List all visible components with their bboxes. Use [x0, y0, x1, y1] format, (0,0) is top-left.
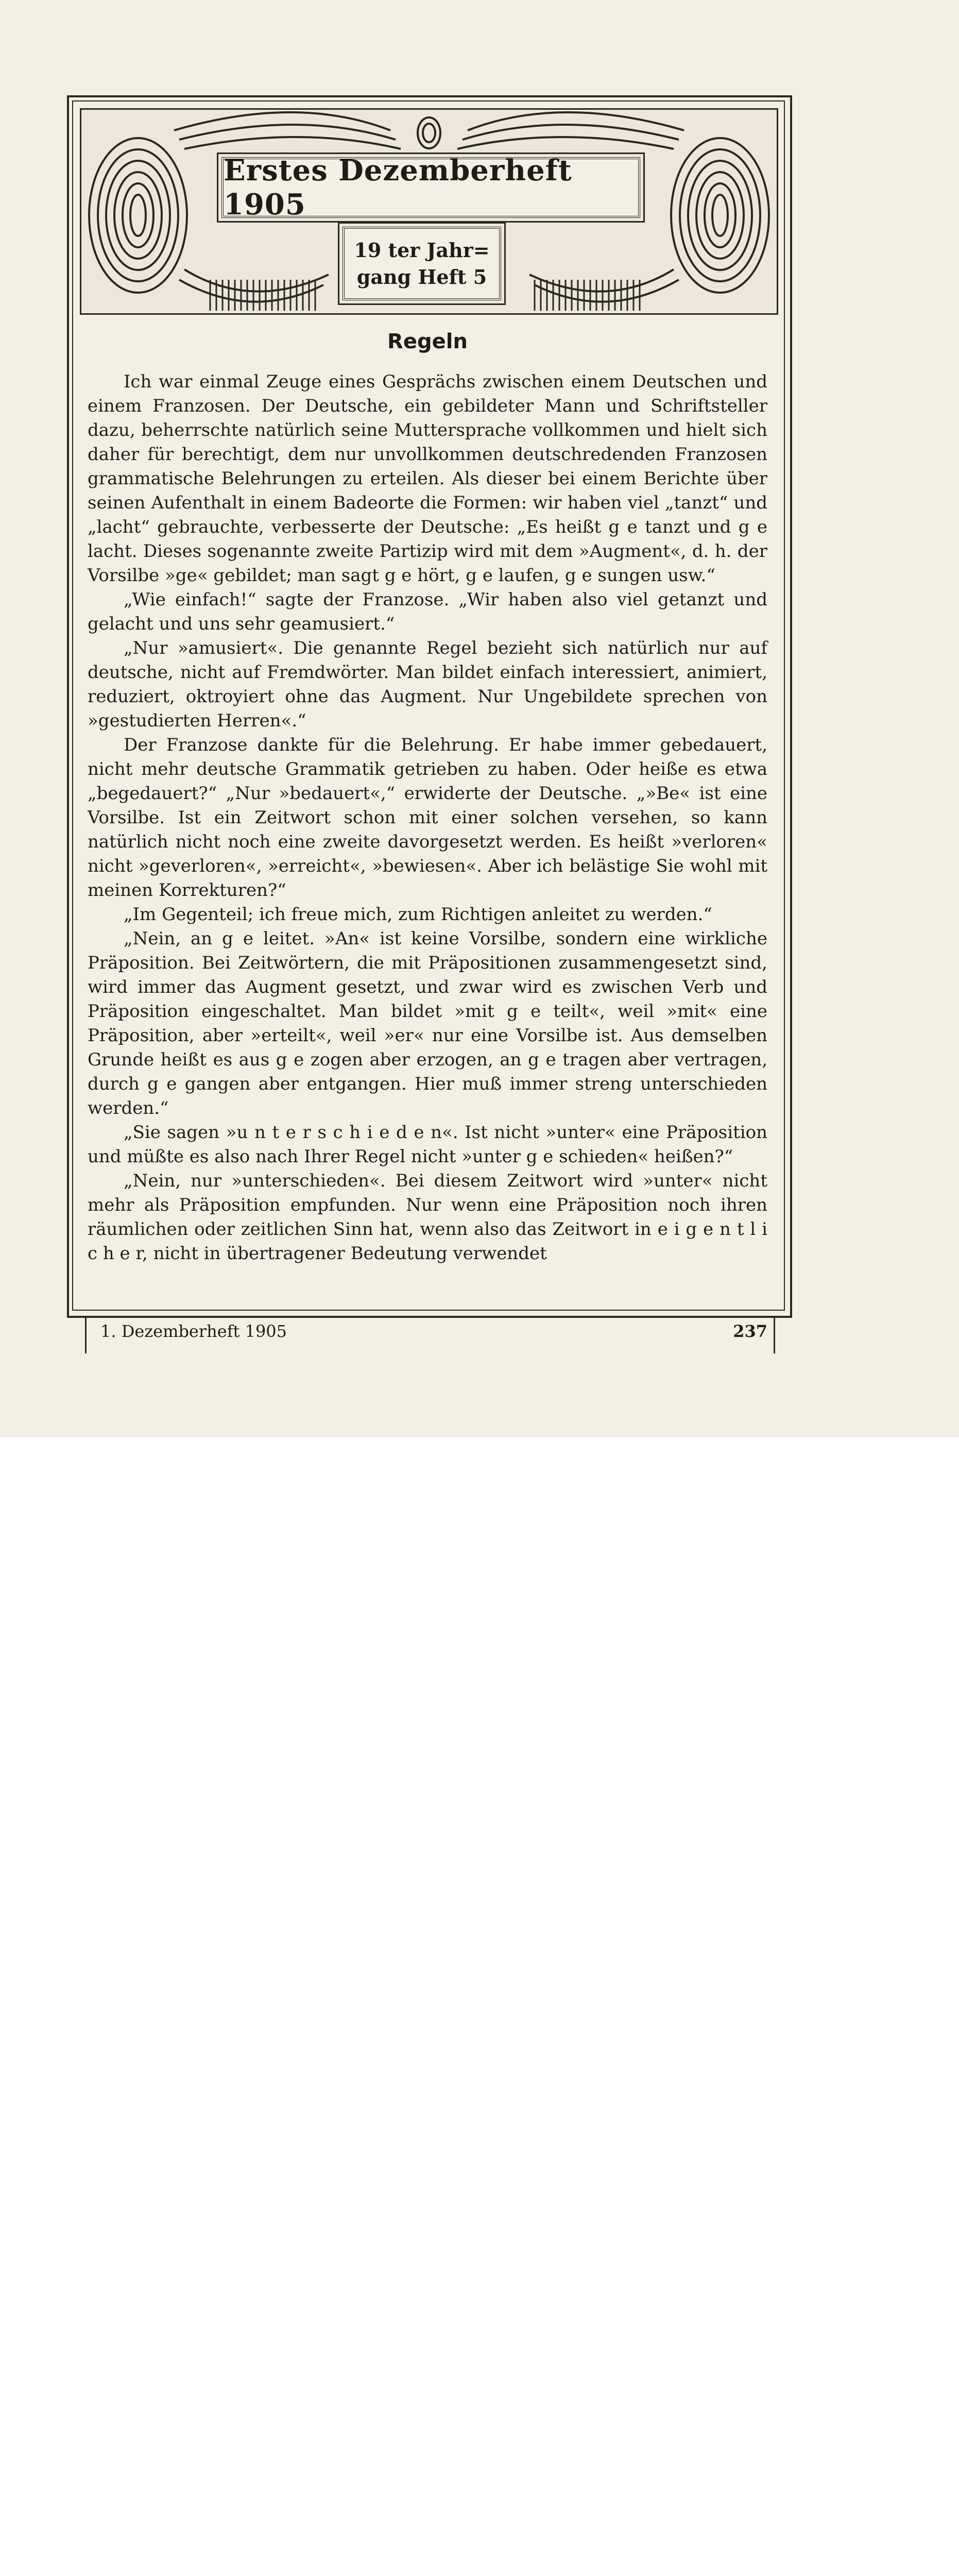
volume-line-1: 19 ter Jahr=	[354, 238, 490, 262]
issue-title: Erstes Dezemberheft 1905	[224, 154, 572, 222]
volume-issue-box	[342, 227, 501, 300]
paragraph: „Wie einfach!“ sagte der Franzose. „Wir haben also viel getanzt und gelacht und uns sehr geamusiert.“	[88, 589, 767, 634]
footer-left-rule	[85, 1316, 87, 1353]
paragraph: Der Franzose dankte für die Belehrung. Er habe immer gebedauert, nicht mehr deutsche Grammatik getrieben zu haben. Oder heiße es etwa „begedauert?“ „Nur »bedauert«,“ erwiderte der Deutsche. „»Be« ist eine Vorsilbe. Ist ein Zeitwort schon mit einer solchen versehen, so kann natürlich nicht noch eine zweite davorgesetzt werden. Es heißt »verloren« nicht »geverloren«, »erreicht«, »bewiesen«. Aber ich belästige Sie wohl mit meinen Korrekturen?“	[88, 735, 767, 901]
running-footer-issue: 1. Dezemberheft 1905	[100, 1321, 287, 1341]
paragraph: „Sie sagen »u n t e r s c h i e d e n«. Ist nicht »unter« eine Präposition und müßte es also nach Ihrer Regel nicht »unter g e schieden« heißen?“	[88, 1122, 767, 1167]
footer-rule	[85, 1316, 775, 1317]
footer-right-rule	[774, 1316, 775, 1353]
paragraph: „Nein, nur »unterschieden«. Bei diesem Zeitwort wird »unter« nicht mehr als Präposition empfunden. Nur wenn eine Präposition noch ihren räumlichen oder zeitlichen Sinn hat, wenn also das Zeitwort in e i g e n t l i c h e r, nicht in übertragener Bedeutung verwendet	[88, 1171, 767, 1264]
volume-line-2: gang Heft 5	[356, 265, 487, 289]
library-bar	[0, 1437, 959, 1511]
page-number: 237	[733, 1321, 767, 1341]
paragraph: „Nur »amusiert«. Die genannte Regel bezieht sich natürlich nur auf deutsche, nicht auf Fremdwörter. Man bildet einfach interessiert, animiert, reduziert, oktroyiert ohne das Augment. Nur Ungebildete sprechen von »gestudierten Herren«.“	[88, 638, 767, 731]
paragraph: Ich war einmal Zeuge eines Gesprächs zwischen einem Deutschen und einem Franzosen. Der Deutsche, ein gebildeter Mann und Schriftsteller dazu, beherrschte natürlich seine Muttersprache vollkommen und hielt sich daher für berechtigt, dem nur unvollkommen deutschredenden Franzosen grammatische Belehrungen zu erteilen. Als dieser bei einem Berichte über seinen Aufenthalt in einem Badeorte die Formen: wir haben viel „tanzt“ und „lacht“ gebrauchte, verbesserte der Deutsche: „Es heißt g e tanzt und g e lacht. Dieses sogenannte zweite Partizip wird mit dem »Augment«, d. h. der Vorsilbe »ge« gebildet; man sagt g e hört, g e laufen, g e sungen usw.“	[88, 371, 767, 586]
article-body	[88, 370, 767, 1266]
paragraph: „Im Gegenteil; ich freue mich, zum Richtigen anleitet zu werden.“	[124, 904, 712, 925]
paragraph: „Nein, an g e leitet. »An« ist keine Vorsilbe, sondern eine wirkliche Präposition. Bei Zeitwörtern, die mit Präpositionen zusammengesetzt sind, wird immer das Augment gesetzt, und zwar wird es zwischen Verb und Präposition eingeschaltet. Man bildet »mit g e teilt«, weil »mit« eine Präposition, aber »erteilt«, weil »er« nur eine Vorsilbe ist. Aus demselben Grunde heißt es aus g e zogen aber erzogen, an g e tragen aber vertragen, durch g e gangen aber entgangen. Hier muß immer streng unterschieden werden.“	[88, 928, 767, 1118]
article-title: Regeln	[387, 330, 468, 353]
issue-title-box	[221, 154, 640, 222]
